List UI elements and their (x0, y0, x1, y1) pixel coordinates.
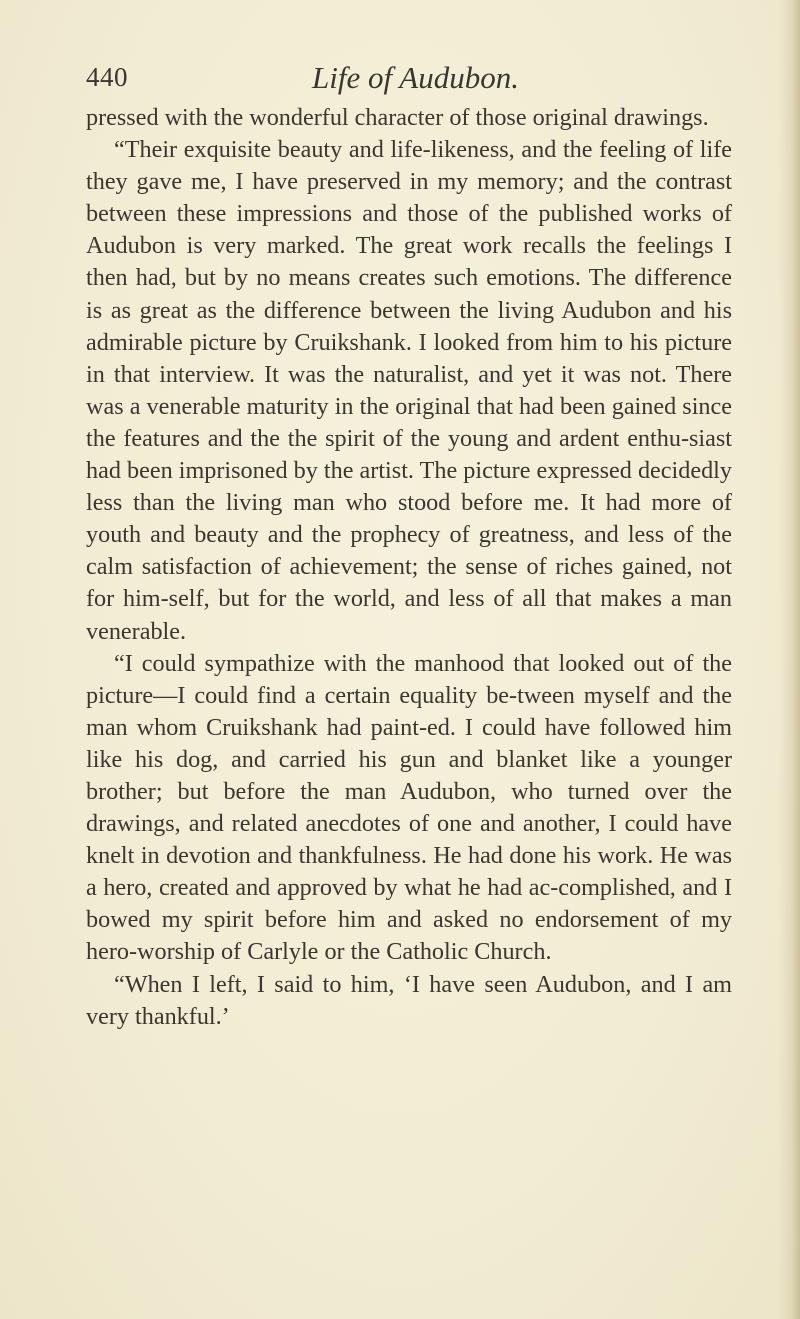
running-title: Life of Audubon. (312, 60, 519, 95)
paragraph-impressions: “Their exquisite beauty and life-likeness, and the feeling of life they gave me, I have preserved in my memory; and the contrast between these impressions and those of the published works of Audubon is very marked. The great work recalls the feelings I then had, but by no means creates such emotions. The difference is as great as the difference between the living Audubon and his admirable picture by Cruikshank. I looked from him to his picture in that interview. It was the naturalist, and yet it was not. There was a venerable maturity in the original that had been gained since the features and the the spirit of the young and ardent enthu-siast had been imprisoned by the artist. The picture expressed decidedly less than the living man who stood before me. It had more of youth and beauty and the prophecy of greatness, and less of the calm satisfaction of achievement; the sense of riches gained, not for him-self, but for the world, and less of all that makes a man venerable. (86, 136, 732, 645)
page-edge-shadow (778, 0, 800, 1319)
paragraph-sympathy: “I could sympathize with the manhood that looked out of the picture—I could find a certain equality be-tween myself and the man whom Cruikshank had paint-ed. I could have followed him like his dog, and carried his gun and blanket like a younger brother; but before the man Audubon, who turned over the drawings, and related anecdotes of one and another, I could have knelt in devotion and thankfulness. He had done his work. He was a hero, created and approved by what he had ac-complished, and I bowed my spirit before him and asked no endorsement of my hero-worship of Carlyle or the Catholic Church. (86, 649, 732, 966)
paragraph-farewell: “When I left, I said to him, ‘I have seen Audubon, and I am very thankful.’ (86, 970, 732, 1030)
page-number: 440 (86, 62, 128, 92)
page-header (86, 62, 726, 102)
paragraph-continuation: pressed with the wonderful character of those original drawings. (86, 104, 709, 131)
body-text (86, 102, 732, 1033)
